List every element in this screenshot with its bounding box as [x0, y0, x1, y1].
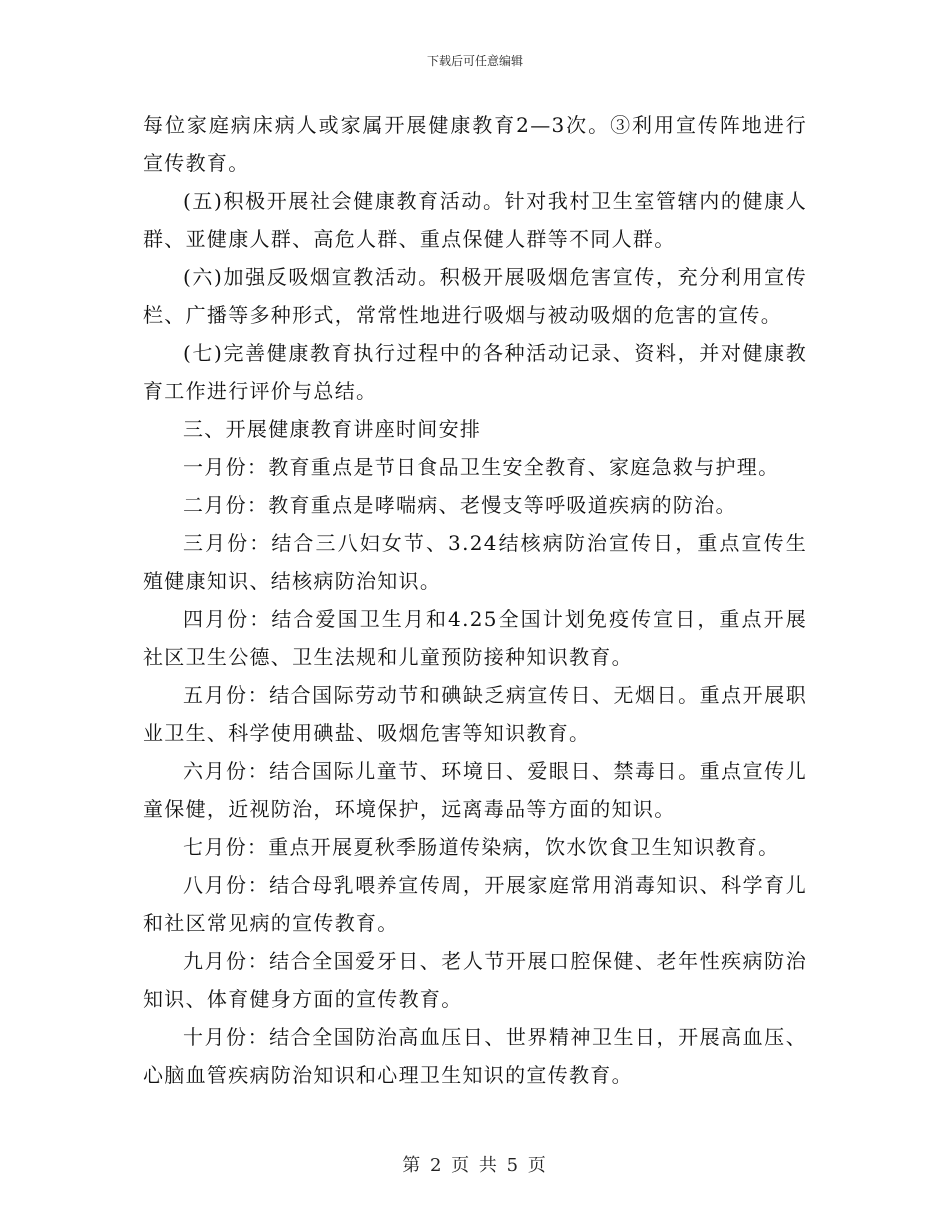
- schedule-july: 七月份：重点开展夏秋季肠道传染病，饮水饮食卫生知识教育。: [183, 835, 780, 859]
- page-header-note: 下载后可任意编辑: [426, 54, 523, 68]
- schedule-february: 二月份：教育重点是哮喘病、老慢支等呼吸道疾病的防治。: [183, 493, 737, 517]
- schedule-january: 一月份：教育重点是节日食品卫生安全教育、家庭急救与护理。: [183, 455, 780, 479]
- paragraph-item-5: (五)积极开展社会健康教育活动。针对我村卫生室管辖内的健康人群、亚健康人群、高危人群、重点保健人群等不同人群。: [143, 189, 807, 251]
- paragraph-item-6: (六)加强反吸烟宣教活动。积极开展吸烟危害宣传，充分利用宣传栏、广播等多种形式，常常性地进行吸烟与被动吸烟的危害的宣传。: [143, 265, 807, 327]
- schedule-june: 六月份：结合国际儿童节、环境日、爱眼日、禁毒日。重点宣传儿童保健，近视防治，环境保护，远离毒品等方面的知识。: [143, 759, 807, 821]
- paragraph-item-7: (七)完善健康教育执行过程中的各种活动记录、资料，并对健康教育工作进行评价与总结。: [143, 341, 807, 403]
- schedule-april: 四月份：结合爱国卫生月和4.25全国计划免疫传宣日，重点开展社区卫生公德、卫生法规和儿童预防接种知识教育。: [143, 607, 807, 669]
- schedule-september: 九月份：结合全国爱牙日、老人节开展口腔保健、老年性疾病防治知识、体育健身方面的宣传教育。: [143, 949, 807, 1011]
- section-heading-schedule: 三、开展健康教育讲座时间安排: [183, 417, 482, 441]
- schedule-august: 八月份：结合母乳喂养宣传周，开展家庭常用消毒知识、科学育儿和社区常见病的宣传教育。: [143, 873, 807, 935]
- schedule-may: 五月份：结合国际劳动节和碘缺乏病宣传日、无烟日。重点开展职业卫生、科学使用碘盐、吸烟危害等知识教育。: [143, 683, 807, 745]
- paragraph-continuation: 每位家庭病床病人或家属开展健康教育2—3次。③利用宣传阵地进行宣传教育。: [143, 113, 807, 175]
- schedule-march: 三月份：结合三八妇女节、3.24结核病防治宣传日，重点宣传生殖健康知识、结核病防治知识。: [143, 531, 807, 593]
- document-body: [143, 106, 807, 1094]
- schedule-october: 十月份：结合全国防治高血压日、世界精神卫生日，开展高血压、心脑血管疾病防治知识和心理卫生知识的宣传教育。: [143, 1025, 807, 1087]
- page-number: 第 2 页 共 5 页: [402, 1155, 548, 1176]
